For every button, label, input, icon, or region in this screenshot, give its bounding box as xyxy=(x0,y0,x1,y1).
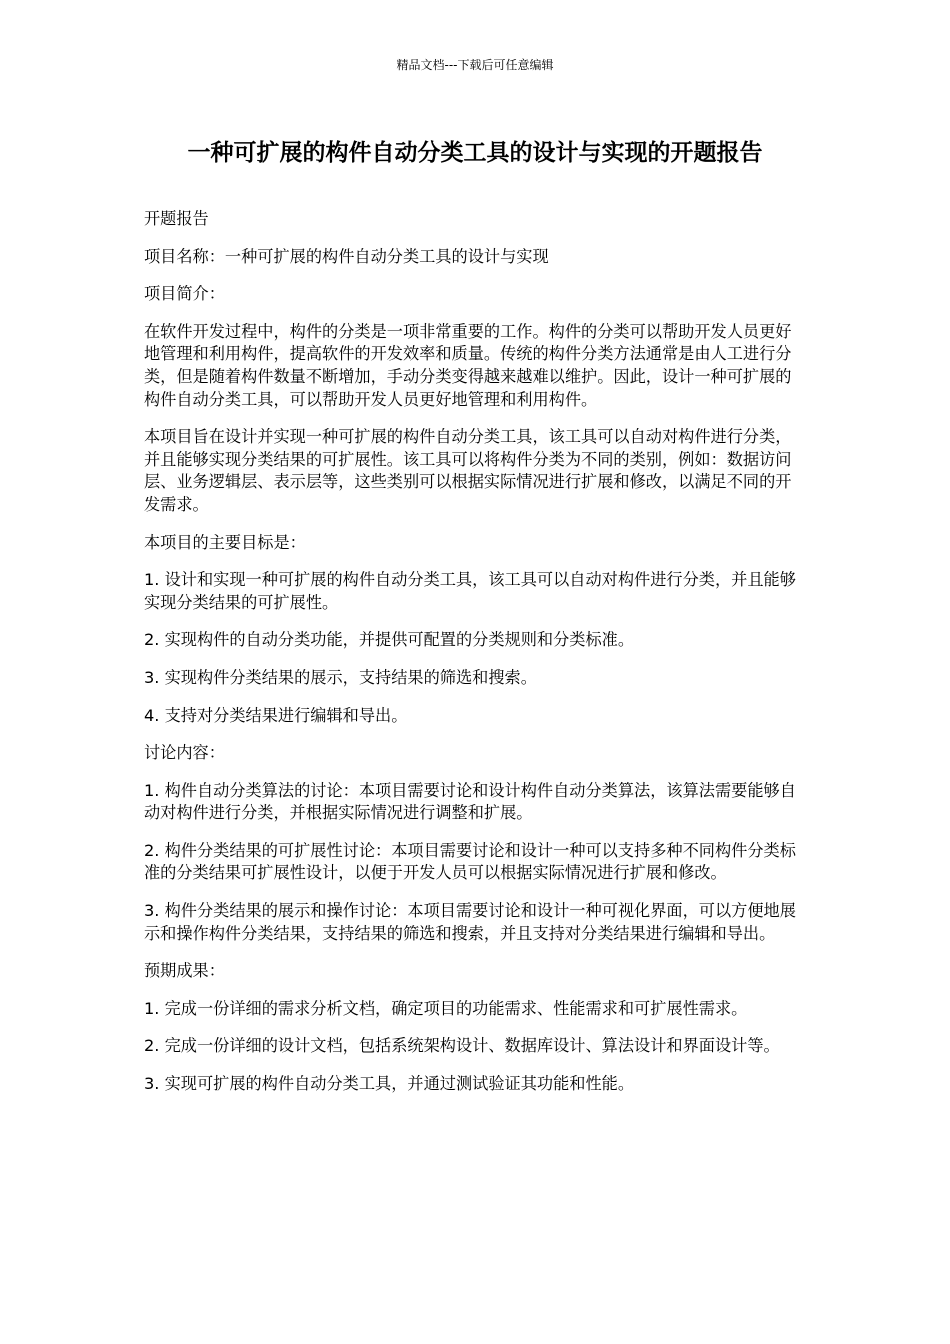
goal-item-2: 2. 实现构件的自动分类功能，并提供可配置的分类规则和分类标准。 xyxy=(144,630,635,650)
goal-item-4: 4. 支持对分类结果进行编辑和导出。 xyxy=(144,705,408,725)
document-title: 一种可扩展的构件自动分类工具的设计与实现的开题报告 xyxy=(187,140,763,166)
section-label-report: 开题报告 xyxy=(144,209,209,228)
outcome-item-3: 3. 实现可扩展的构件自动分类工具，并通过测试验证其功能和性能。 xyxy=(144,1074,635,1094)
section-label-outcomes: 预期成果： xyxy=(144,961,225,981)
intro-paragraph-2: 本项目旨在设计并实现一种可扩展的构件自动分类工具，该工具可以自动对构件进行分类，并且能够实现分类结果的可扩展性。该工具可以将构件分类为不同的类别，例如：数据访问层、业务逻辑层、表示层等，这些类别可以根据实际情况进行扩展和修改，以满足不同的开发需求。 xyxy=(144,427,792,514)
document-body xyxy=(144,208,806,1111)
goal-item-3: 3. 实现构件分类结果的展示，支持结果的筛选和搜索。 xyxy=(144,667,537,687)
discussion-item-1: 1. 构件自动分类算法的讨论：本项目需要讨论和设计构件自动分类算法，该算法需要能够自动对构件进行分类，并根据实际情况进行调整和扩展。 xyxy=(144,780,796,823)
outcome-item-1: 1. 完成一份详细的需求分析文档，确定项目的功能需求、性能需求和可扩展性需求。 xyxy=(144,998,748,1018)
section-label-discussion: 讨论内容： xyxy=(144,743,225,763)
section-label-goals: 本项目的主要目标是： xyxy=(144,532,306,552)
project-name: 项目名称：一种可扩展的构件自动分类工具的设计与实现 xyxy=(144,246,549,266)
outcome-item-2: 2. 完成一份详细的设计文档，包括系统架构设计、数据库设计、算法设计和界面设计等。 xyxy=(144,1036,780,1056)
intro-paragraph-1: 在软件开发过程中，构件的分类是一项非常重要的工作。构件的分类可以帮助开发人员更好地管理和利用构件，提高软件的开发效率和质量。传统的构件分类方法通常是由人工进行分类，但是随着构件数量不断增加，手动分类变得越来越难以维护。因此，设计一种可扩展的构件自动分类工具，可以帮助开发人员更好地管理和利用构件。 xyxy=(144,321,792,409)
goal-item-1: 1. 设计和实现一种可扩展的构件自动分类工具，该工具可以自动对构件进行分类，并且能够实现分类结果的可扩展性。 xyxy=(144,570,796,612)
section-label-intro: 项目简介： xyxy=(144,284,225,304)
page-header: 精品文档---下载后可任意编辑 xyxy=(396,58,554,72)
discussion-item-3: 3. 构件分类结果的展示和操作讨论：本项目需要讨论和设计一种可视化界面，可以方便地展示和操作构件分类结果，支持结果的筛选和搜索，并且支持对分类结果进行编辑和导出。 xyxy=(144,901,796,943)
discussion-item-2: 2. 构件分类结果的可扩展性讨论：本项目需要讨论和设计一种可以支持多种不同构件分类标准的分类结果可扩展性设计，以便于开发人员可以根据实际情况进行扩展和修改。 xyxy=(144,840,796,883)
